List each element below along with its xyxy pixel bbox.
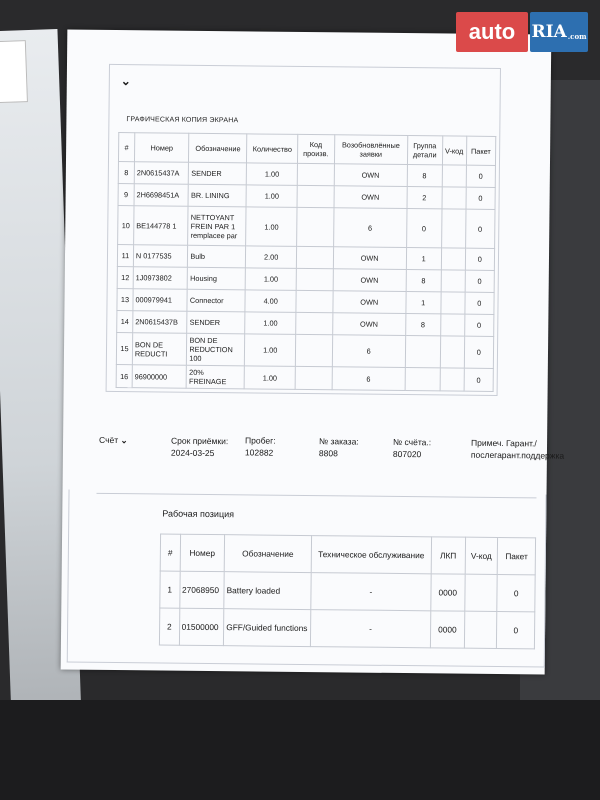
- cell-pack: 0: [465, 270, 495, 292]
- col-manufacturer-code: Код произв.: [297, 134, 334, 163]
- cell-name: 20% FREINAGE: [186, 365, 244, 389]
- auto-ria-logo: [456, 12, 588, 52]
- cell-name: BR. LINING: [188, 184, 246, 207]
- warranty-note-label: Примеч. Гарант./ послегарант.поддержка: [470, 437, 565, 461]
- cell-renewed: OWN: [334, 164, 407, 187]
- work-cell-vcode: [464, 611, 497, 648]
- cell-pack: 0: [465, 248, 495, 270]
- cell-pack: 0: [465, 209, 495, 248]
- cell-qty: 2.00: [246, 246, 297, 269]
- cell-vcode: [440, 336, 464, 368]
- cell-renewed: 6: [332, 367, 405, 391]
- cell-name: SENDER: [189, 162, 247, 185]
- cell-name: NETTOYANT FREIN PAR 1 remplacee par: [188, 206, 246, 246]
- cell-pack: 0: [464, 336, 494, 368]
- table-row: [116, 365, 493, 392]
- cell-n: 8: [118, 162, 134, 184]
- cell-code: [296, 246, 333, 268]
- cell-renewed: OWN: [332, 313, 405, 336]
- parts-table: [116, 132, 497, 392]
- cell-qty: 1.00: [245, 366, 296, 390]
- work-table: [159, 533, 536, 649]
- cell-n: 13: [117, 289, 133, 311]
- cell-code: [295, 366, 332, 389]
- acceptance-date: [171, 435, 231, 460]
- cell-name: Connector: [187, 289, 245, 312]
- cell-qty: 1.00: [245, 334, 296, 367]
- cell-group: 8: [405, 314, 440, 336]
- cell-n: 11: [117, 245, 133, 267]
- warranty-note: [470, 437, 565, 462]
- cell-vcode: [442, 187, 466, 209]
- work-cell-paint: 0000: [430, 611, 464, 648]
- table-row: [160, 571, 535, 612]
- acceptance-value: 2024-03-25: [170, 447, 215, 459]
- cell-group: 0: [406, 209, 441, 248]
- cell-code: [297, 207, 334, 246]
- col-package: Пакет: [466, 136, 496, 165]
- cell-vcode: [441, 270, 465, 292]
- cell-group: [405, 336, 440, 368]
- mileage-value: 102882: [244, 447, 274, 458]
- work-col-paint: ЛКП: [431, 537, 465, 574]
- cell-group: 8: [407, 165, 442, 187]
- account-label: № счёта.:: [393, 436, 432, 448]
- mileage: [245, 434, 276, 458]
- col-designation: Обозначение: [189, 133, 247, 163]
- background-floor: [0, 700, 600, 800]
- work-cell-service: -: [311, 573, 432, 611]
- cell-number: BON DE REDUCTI: [132, 333, 187, 366]
- cell-vcode: [440, 368, 464, 391]
- order-label: № заказа:: [319, 436, 359, 447]
- cell-pack: 0: [466, 187, 496, 209]
- logo-ria-suffix: .com: [567, 31, 587, 41]
- table-row: [159, 608, 534, 649]
- col-v-code: V-код: [442, 136, 466, 165]
- work-cell-service: -: [310, 610, 431, 648]
- col-part-group: Группа детали: [407, 136, 442, 165]
- cell-n: 10: [118, 206, 134, 245]
- cell-number: BE144778 1: [134, 206, 189, 246]
- cell-pack: 0: [464, 368, 494, 391]
- cell-number: 2N0615437A: [134, 162, 189, 185]
- cell-vcode: [440, 292, 464, 314]
- invoice-label: Счёт: [99, 434, 119, 446]
- cell-number: 2N0615437B: [133, 311, 188, 334]
- chevron-down-icon: ⌄: [120, 435, 128, 446]
- work-cell-paint: 0000: [431, 574, 465, 611]
- cell-code: [295, 334, 332, 366]
- work-cell-name: Battery loaded: [224, 572, 311, 610]
- cell-renewed: OWN: [333, 291, 406, 314]
- cell-n: 14: [117, 311, 133, 333]
- cell-renewed: OWN: [333, 247, 406, 270]
- work-cell-n: 1: [160, 571, 180, 608]
- acceptance-label: Срок приёмки:: [171, 435, 229, 447]
- background-card: [0, 40, 28, 103]
- cell-qty: 1.00: [246, 268, 297, 291]
- work-cell-pack: 0: [497, 612, 535, 649]
- work-col-number: Номер: [180, 534, 225, 571]
- cell-renewed: OWN: [333, 269, 406, 292]
- cell-group: [405, 368, 440, 391]
- work-position-caption: Рабочая позиция: [162, 508, 235, 520]
- work-col-service: Техническое обслуживание: [311, 536, 432, 574]
- col-part-number: Номер: [134, 133, 189, 163]
- cell-code: [296, 312, 333, 334]
- cell-group: 1: [406, 248, 441, 270]
- order-number: [319, 435, 359, 459]
- work-cell-vcode: [464, 574, 497, 611]
- cell-qty: 4.00: [245, 290, 296, 313]
- cell-renewed: OWN: [334, 186, 407, 209]
- cell-n: 12: [117, 267, 133, 289]
- account-number: [393, 436, 431, 460]
- cell-pack: 0: [465, 292, 495, 314]
- cell-number: 2H6698451A: [134, 184, 189, 207]
- col-number-sign: #: [118, 133, 134, 162]
- work-cell-number: 01500000: [179, 608, 224, 645]
- mileage-label: Пробег:: [245, 435, 276, 446]
- cell-name: Housing: [188, 267, 246, 290]
- cell-n: 15: [116, 333, 132, 365]
- cell-group: 2: [407, 187, 442, 209]
- logo-ria-part: [530, 12, 588, 52]
- cell-name: BON DE REDUCTION 100: [187, 333, 245, 366]
- order-value: 8808: [318, 448, 338, 459]
- cell-pack: 0: [464, 314, 494, 336]
- table-row: [116, 333, 493, 369]
- logo-ria-text: RIA: [531, 22, 567, 42]
- cell-group: 8: [406, 270, 441, 292]
- work-col-v-code: V-код: [465, 537, 498, 574]
- work-cell-pack: 0: [497, 575, 535, 612]
- work-table-header: [160, 534, 535, 575]
- col-quantity: Количество: [247, 134, 298, 164]
- cell-code: [297, 185, 334, 207]
- cell-qty: 1.00: [246, 185, 297, 208]
- work-cell-n: 2: [159, 608, 179, 645]
- cell-code: [296, 268, 333, 290]
- cell-qty: 1.00: [245, 312, 296, 335]
- cell-number: 1J0973802: [133, 267, 188, 290]
- cell-name: Bulb: [188, 245, 246, 268]
- cell-vcode: [441, 248, 465, 270]
- chevron-down-icon: ⌄: [120, 74, 131, 89]
- cell-qty: 1.00: [246, 207, 297, 247]
- cell-qty: 1.00: [247, 163, 298, 186]
- cell-number: 000979941: [133, 289, 188, 312]
- cell-number: 96900000: [132, 365, 187, 389]
- screen-copy-caption: ГРАФИЧЕСКАЯ КОПИЯ ЭКРАНА: [126, 116, 239, 125]
- work-cell-number: 27068950: [179, 571, 224, 608]
- cell-renewed: 6: [333, 208, 407, 248]
- cell-vcode: [440, 314, 464, 336]
- col-renewed-requests: Возобновлённые заявки: [334, 135, 407, 165]
- cell-name: SENDER: [187, 311, 245, 334]
- work-cell-name: GFF/Guided functions: [224, 609, 311, 647]
- parts-table-header: [118, 133, 495, 166]
- invoice-toggle[interactable]: [99, 434, 128, 446]
- cell-n: 16: [116, 365, 132, 388]
- work-col-designation: Обозначение: [224, 535, 311, 573]
- cell-renewed: 6: [332, 335, 405, 368]
- cell-vcode: [442, 165, 466, 187]
- cell-code: [296, 290, 333, 312]
- logo-auto-part: auto: [456, 12, 528, 52]
- cell-vcode: [441, 209, 466, 248]
- cell-number: N 0177535: [133, 245, 188, 268]
- work-col-package: Пакет: [498, 538, 536, 575]
- work-col-number-sign: #: [160, 534, 180, 571]
- account-value: 807020: [392, 448, 422, 460]
- cell-group: 1: [406, 292, 441, 314]
- cell-pack: 0: [466, 165, 496, 187]
- cell-n: 9: [118, 184, 134, 206]
- table-row: [118, 206, 495, 249]
- cell-code: [297, 163, 334, 185]
